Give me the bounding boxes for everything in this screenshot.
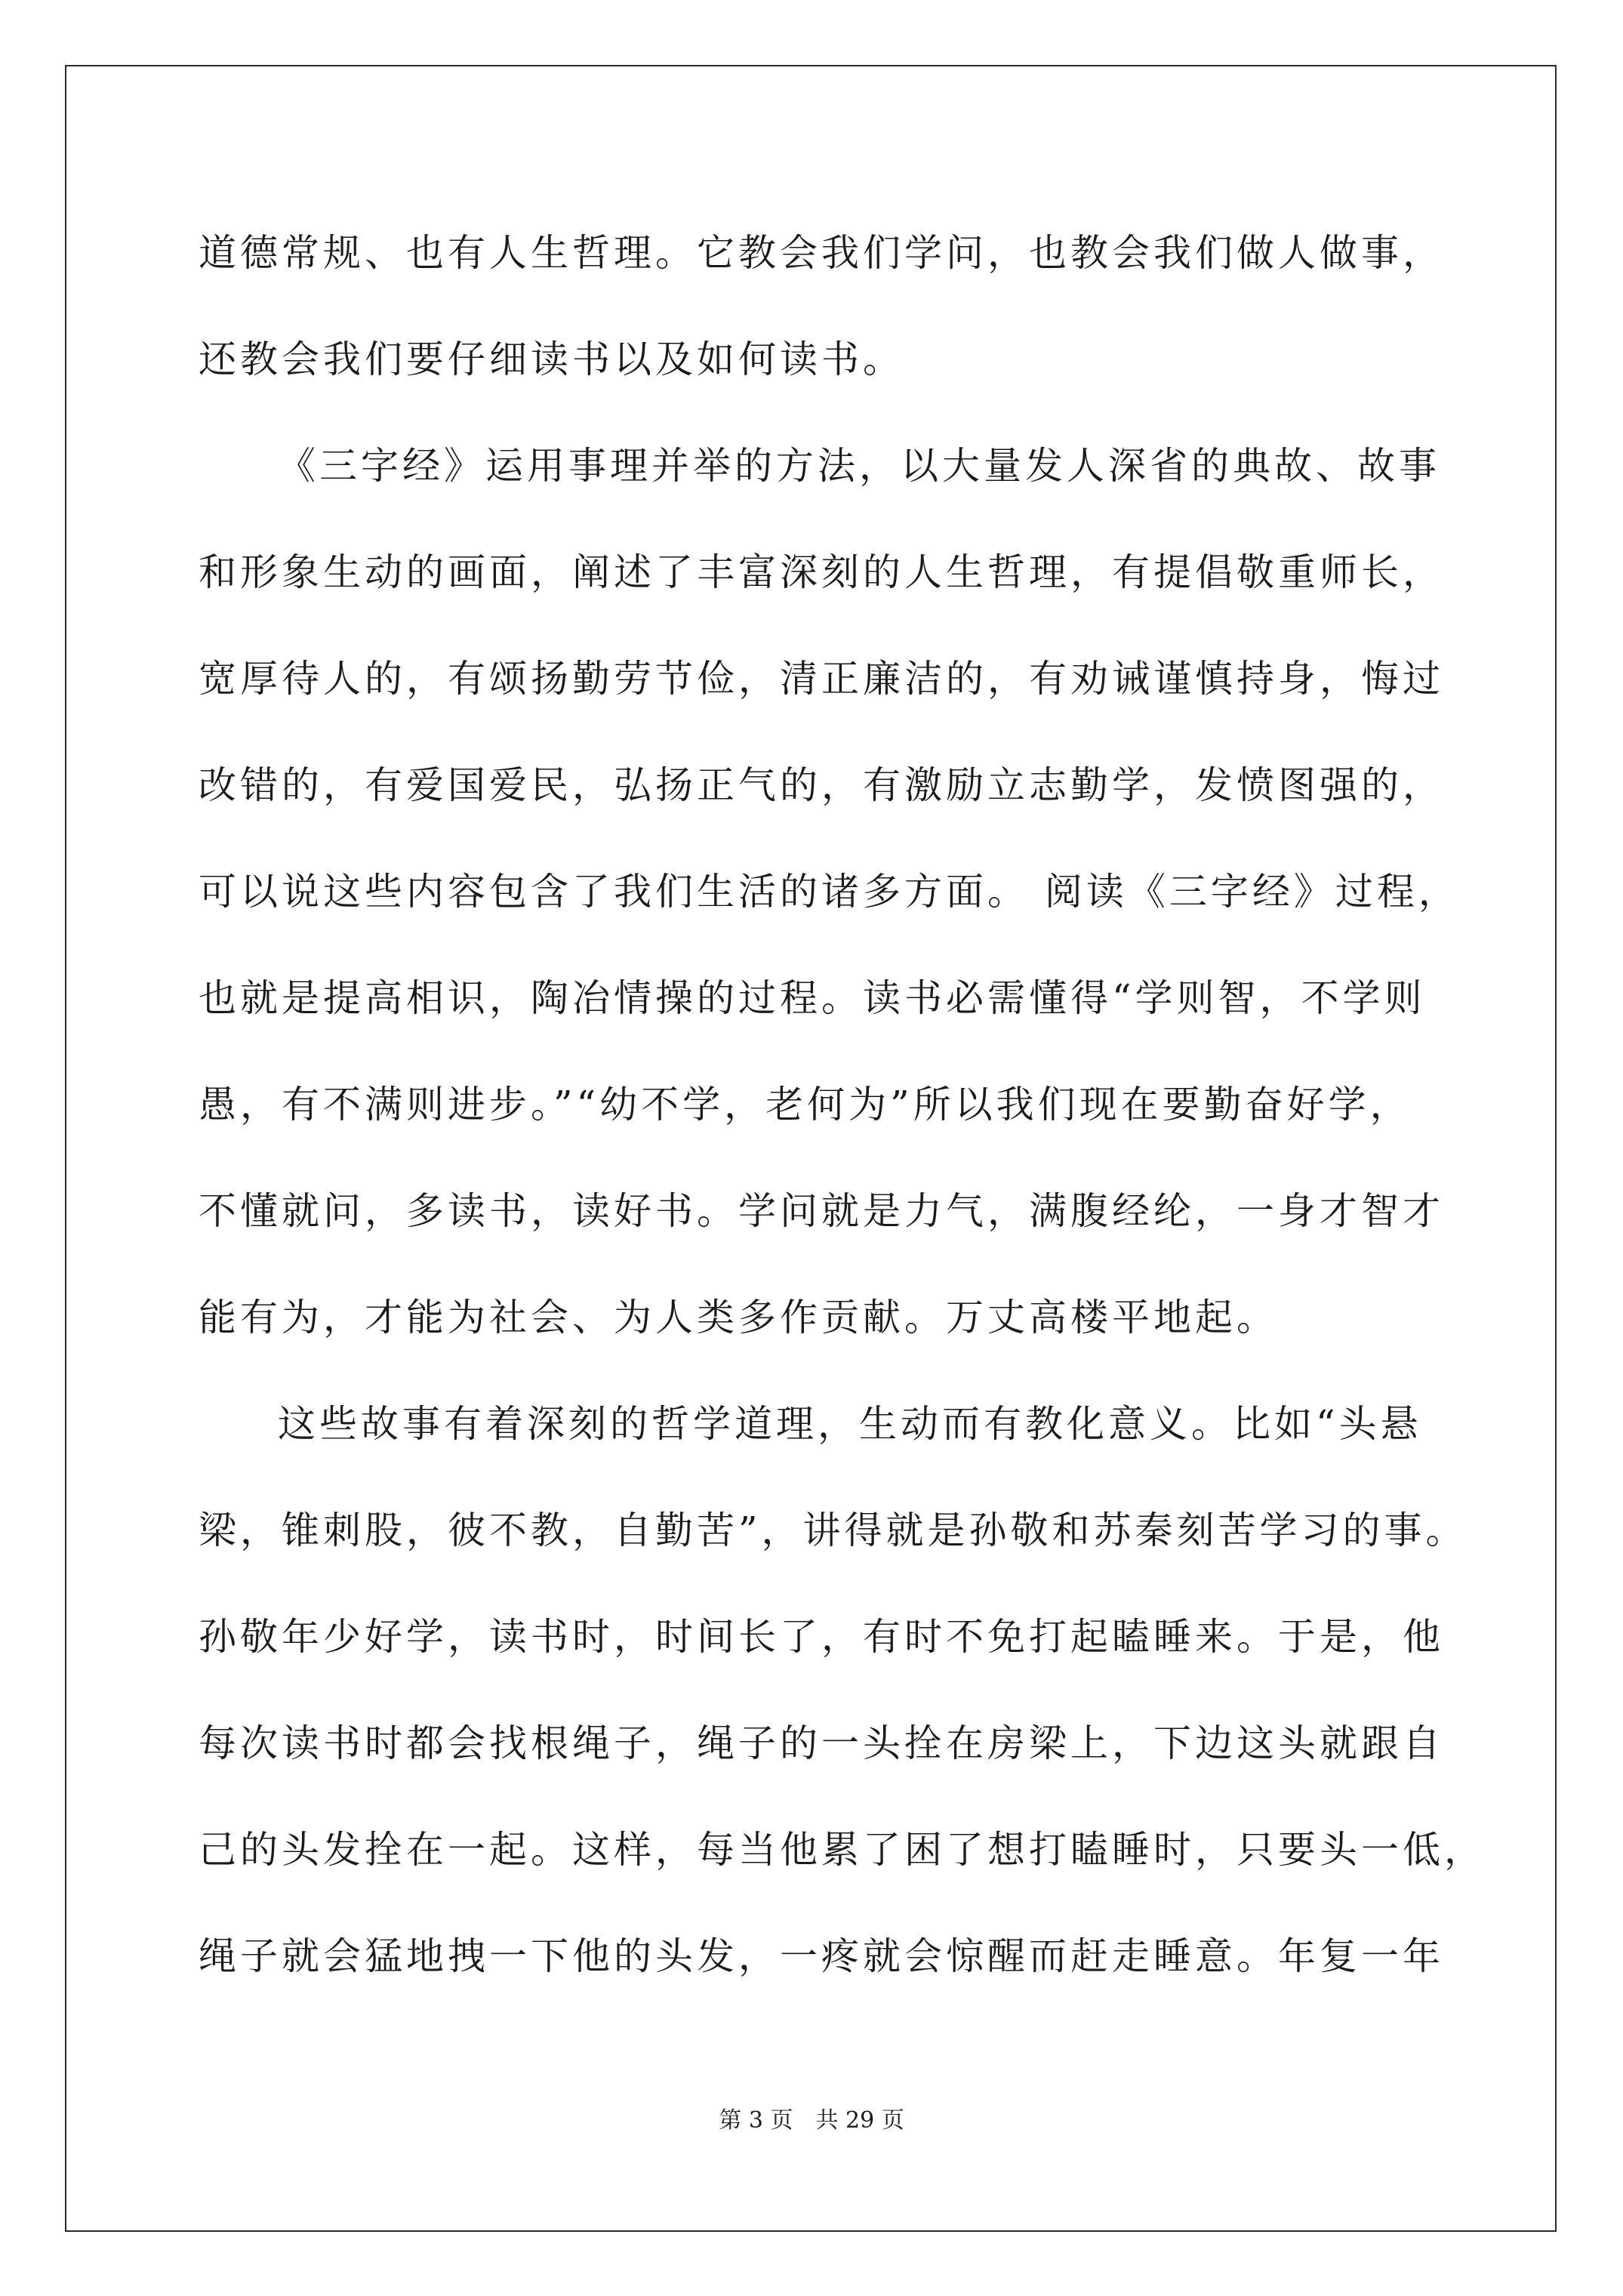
paragraph-line: 孙敬年少好学，读书时，时间长了，有时不免打起瞌睡来。于是，他 xyxy=(199,1615,1444,1659)
page-border xyxy=(65,65,1557,2232)
paragraph-line: 可以说这些内容包含了我们生活的诸多方面。 阅读《三字经》过程， xyxy=(199,870,1460,914)
paragraph-line: 和形象生动的画面，阐述了丰富深刻的人生哲理，有提倡敬重师长， xyxy=(199,550,1444,594)
paragraph-line: 道德常规、也有人生哲理。它教会我们学问，也教会我们做人做事， xyxy=(199,231,1444,275)
paragraph-line: 绳子就会猛地拽一下他的头发，一疼就会惊醒而赶走睡意。年复一年 xyxy=(199,1934,1444,1978)
paragraph-line: 还教会我们要仔细读书以及如何读书。 xyxy=(199,337,904,381)
paragraph-line: 每次读书时都会找根绳子，绳子的一头拴在房梁上，下边这头就跟自 xyxy=(199,1721,1444,1765)
paragraph-line: 这些故事有着深刻的哲学道理，生动而有教化意义。比如“头悬 xyxy=(278,1402,1422,1446)
paragraph-line: 愚，有不满则进步。”“幼不学，老何为”所以我们现在要勤奋好学， xyxy=(199,1083,1412,1126)
paragraph-line: 宽厚待人的，有颂扬勤劳节俭，清正廉洁的，有劝诫谨慎持身，悔过 xyxy=(199,657,1444,701)
paragraph-line: 梁，锥刺股，彼不教，自勤苦”，讲得就是孙敬和苏秦刻苦学习的事。 xyxy=(199,1509,1467,1552)
paragraph-line: 能有为，才能为社会、为人类多作贡献。万丈高楼平地起。 xyxy=(199,1296,1278,1339)
paragraph-line: 《三字经》运用事理并举的方法，以大量发人深省的典故、故事 xyxy=(278,444,1440,488)
paragraph-line: 也就是提高相识，陶冶情操的过程。读书必需懂得“学则智，不学则 xyxy=(199,976,1426,1020)
paragraph-line: 己的头发拴在一起。这样，每当他累了困了想打瞌睡时，只要头一低， xyxy=(199,1828,1486,1872)
page-number: 第 3 页 共 29 页 xyxy=(719,2107,904,2134)
paragraph-line: 改错的，有爱国爱民，弘扬正气的，有激励立志勤学，发愤图强的， xyxy=(199,763,1444,807)
paragraph-line: 不懂就问，多读书，读好书。学问就是力气，满腹经纶，一身才智才 xyxy=(199,1189,1444,1233)
